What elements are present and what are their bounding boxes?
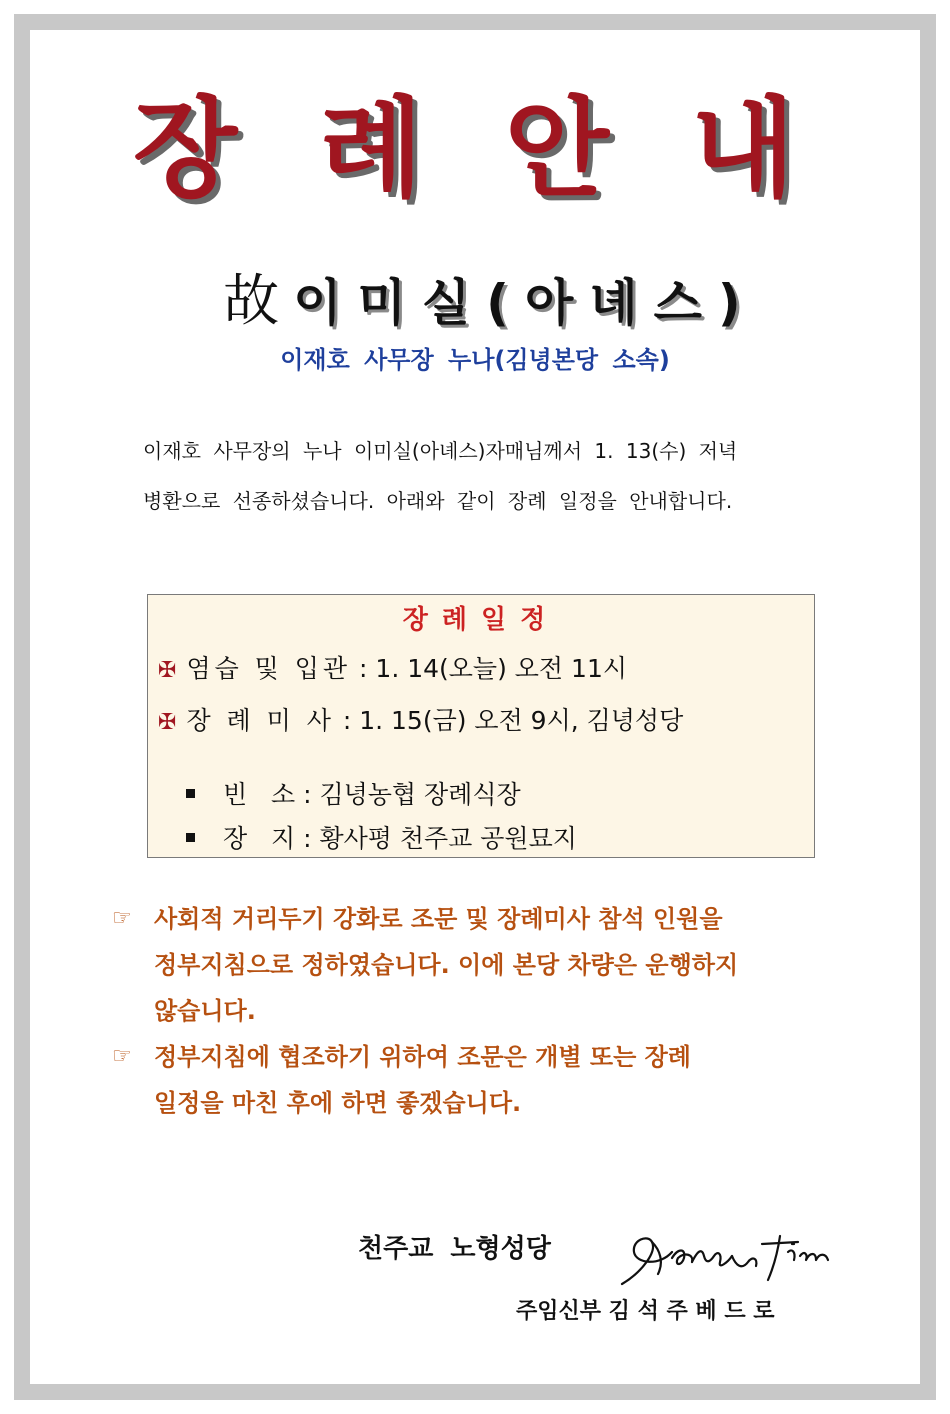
warning-line: 않습니다.	[154, 997, 256, 1025]
relation-subtitle: 이재호 사무장 누나(김녕본당 소속)	[280, 346, 670, 374]
notice-line: 이재호 사무장의 누나 이미실(아녜스)자매님께서 1. 13(수) 저녁	[143, 439, 738, 463]
notice-paragraph	[143, 426, 833, 526]
priest-name: 주임신부 김 석 주 베 드 로	[516, 1299, 775, 1324]
schedule-item-label: 장 례 미 사	[186, 706, 335, 735]
schedule-sub-item: 장 지 : 황사평 천주교 공원묘지	[186, 819, 577, 855]
pointing-hand-icon: ☞	[112, 1044, 132, 1069]
schedule-item: ✠ 장 례 미 사 : 1. 15(금) 오전 9시, 김녕성당	[158, 706, 684, 735]
pointing-hand-icon: ☞	[112, 906, 132, 931]
schedule-item-label: 염습 및 입관	[186, 654, 352, 683]
schedule-sub-value: 김녕농협 장례식장	[319, 780, 521, 809]
maltese-cross-icon: ✠	[158, 710, 177, 735]
schedule-item-value: 1. 14(오늘) 오전 11시	[375, 654, 627, 683]
schedule-item: ✠ 염습 및 입관 : 1. 14(오늘) 오전 11시	[158, 654, 627, 683]
warning-line: 사회적 거리두기 강화로 조문 및 장례미사 참석 인원을	[154, 905, 723, 933]
schedule-sub-item: 빈 소 : 김녕농협 장례식장	[186, 775, 521, 811]
deceased-name: 이미실(아녜스)	[293, 274, 757, 332]
deceased-prefix: 故	[223, 269, 280, 334]
notice-line: 병환으로 선종하셨습니다. 아래와 같이 장례 일정을 안내합니다.	[143, 489, 733, 513]
schedule-sub-label: 장 지	[223, 824, 296, 853]
warning-item	[112, 1034, 852, 1126]
warning-line: 정부지침으로 정하였습니다. 이에 본당 차량은 운행하지	[154, 951, 739, 979]
schedule-item-value: 1. 15(금) 오전 9시, 김녕성당	[359, 706, 684, 735]
page-title: 장 례 안 내	[132, 87, 818, 212]
warning-line: 일정을 마친 후에 하면 좋겠습니다.	[154, 1089, 522, 1117]
black-square-icon	[186, 789, 195, 798]
warning-line: 정부지침에 협조하기 위하여 조문은 개별 또는 장례	[154, 1043, 691, 1071]
schedule-box	[147, 594, 815, 858]
schedule-sub-label: 빈 소	[223, 780, 296, 809]
signature	[612, 1222, 842, 1294]
schedule-sub-value: 황사평 천주교 공원묘지	[319, 824, 577, 853]
church-name: 천주교 노형성당	[358, 1234, 551, 1264]
warnings-list	[112, 896, 852, 1126]
black-square-icon	[186, 833, 195, 842]
warning-item	[112, 896, 852, 1034]
maltese-cross-icon: ✠	[158, 658, 177, 683]
schedule-title: 장례일정	[402, 605, 560, 635]
